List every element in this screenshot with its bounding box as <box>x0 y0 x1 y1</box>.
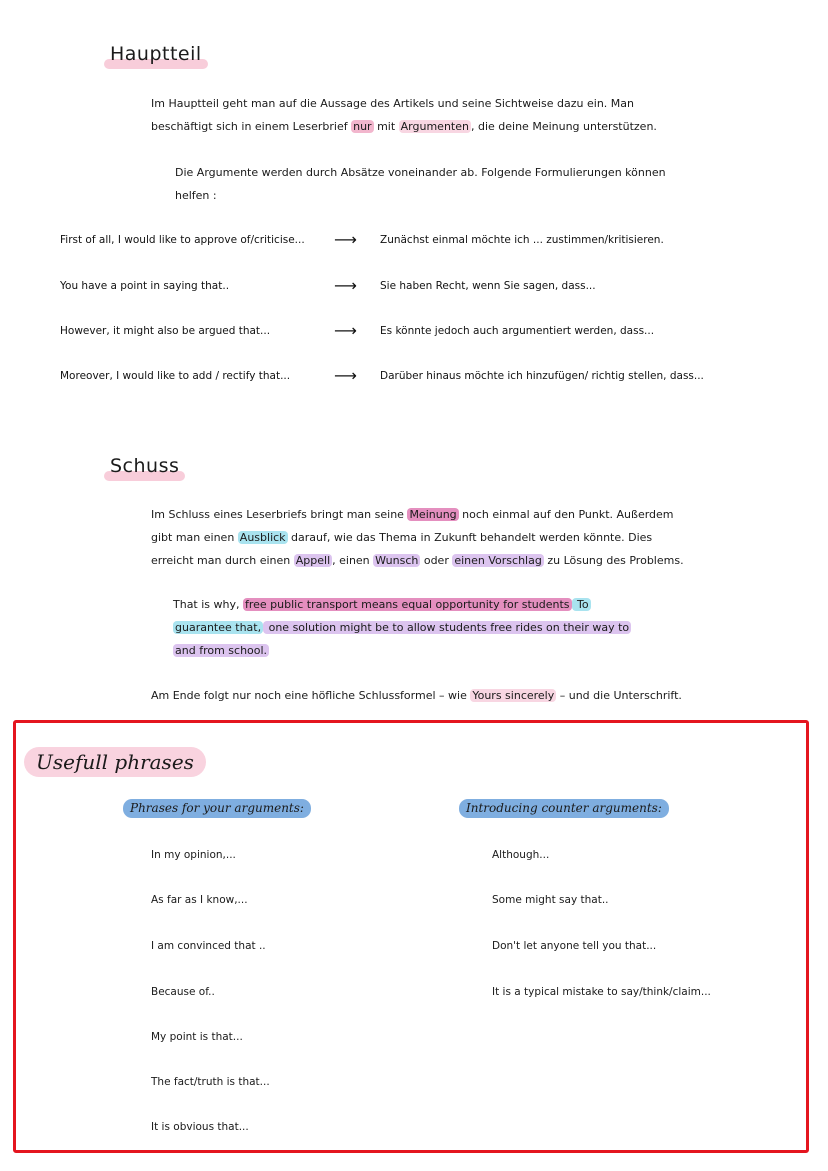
left-phrase: Because of.. <box>151 986 215 998</box>
schuss-text: zu Lösung des Problems. <box>543 554 684 567</box>
right-phrase: It is a typical mistake to say/think/claim... <box>492 986 711 998</box>
highlight-example-1: free public transport means equal opportunity for students <box>245 598 570 611</box>
arrow-icon: ⟶ <box>334 230 357 249</box>
hauptteil-text: Die Argumente werden durch Absätze voneinander ab. Folgende Formulierungen können <box>175 166 666 179</box>
phrase-row <box>60 276 760 304</box>
left-phrase: As far as I know,... <box>151 894 248 906</box>
schuss-text: , einen <box>332 554 374 567</box>
right-phrase: Some might say that.. <box>492 894 609 906</box>
arrow-icon: ⟶ <box>334 276 357 295</box>
example-text: That is why, <box>173 598 243 611</box>
hauptteil-text: beschäftigt sich in einem Leserbrief <box>151 120 352 133</box>
closing-text: Am Ende folgt nur noch eine höfliche Schlussformel – wie <box>151 689 471 702</box>
schuss-closing <box>151 684 711 707</box>
highlight-example-3: one solution might be to allow students free rides on their way to <box>265 621 630 634</box>
left-phrase: I am convinced that .. <box>151 940 266 952</box>
hauptteil-text: , die deine Meinung unterstützen. <box>470 120 657 133</box>
highlight-example-2: guarantee that, <box>175 621 262 634</box>
highlight-example-2: To <box>573 598 589 611</box>
closing-text: – und die Unterschrift. <box>556 689 682 702</box>
highlight-example-3: and from school. <box>175 644 268 657</box>
phrase-row <box>60 321 760 349</box>
left-phrase: The fact/truth is that... <box>151 1076 270 1088</box>
phrase-english: First of all, I would like to approve of/criticise... <box>60 234 305 246</box>
right-phrase: Although... <box>492 849 550 861</box>
arrow-icon: ⟶ <box>334 321 357 340</box>
useful-phrases-frame <box>13 720 809 1153</box>
phrase-row <box>60 230 760 258</box>
left-phrase: My point is that... <box>151 1031 243 1043</box>
schuss-example <box>173 593 653 662</box>
hauptteil-text: Im Hauptteil geht man auf die Aussage des Artikels und seine Sichtweise dazu ein. Man <box>151 97 634 110</box>
highlight-ausblick: Ausblick <box>239 531 286 544</box>
hauptteil-heading: Hauptteil <box>104 42 208 66</box>
phrase-german: Es könnte jedoch auch argumentiert werden, dass... <box>380 325 655 337</box>
schuss-text: gibt man einen <box>151 531 238 544</box>
highlight-appell: Appell <box>295 554 331 567</box>
highlight-yours-sincerely: Yours sincerely <box>472 689 555 702</box>
phrase-english: You have a point in saying that.. <box>60 280 230 292</box>
phrase-row <box>60 366 760 394</box>
hauptteil-paragraph-2 <box>175 161 675 207</box>
highlight-nur: nur <box>353 120 372 133</box>
schuss-text: noch einmal auf den Punkt. Außerdem <box>458 508 674 521</box>
schuss-text: erreicht man durch einen <box>151 554 294 567</box>
left-column-heading: Phrases for your arguments: <box>123 799 311 818</box>
highlight-meinung: Meinung <box>409 508 457 521</box>
useful-phrases-heading: Usefull phrases <box>24 747 206 777</box>
highlight-vorschlag: einen Vorschlag <box>454 554 542 567</box>
schuss-paragraph <box>151 503 691 572</box>
schuss-text: darauf, wie das Thema in Zukunft behandelt werden könnte. Dies <box>287 531 653 544</box>
phrase-german: Sie haben Recht, wenn Sie sagen, dass... <box>380 280 596 292</box>
arrow-icon: ⟶ <box>334 366 357 385</box>
phrase-english: However, it might also be argued that... <box>60 325 271 337</box>
hauptteil-text: helfen : <box>175 189 217 202</box>
hauptteil-text: mit <box>373 120 399 133</box>
right-phrase: Don't let anyone tell you that... <box>492 940 657 952</box>
phrase-german: Zunächst einmal möchte ich ... zustimmen/kritisieren. <box>380 234 664 246</box>
phrase-english: Moreover, I would like to add / rectify that... <box>60 370 291 382</box>
schuss-heading: Schuss <box>104 454 185 478</box>
schuss-text: oder <box>420 554 453 567</box>
left-phrase: In my opinion,... <box>151 849 236 861</box>
highlight-wunsch: Wunsch <box>375 554 419 567</box>
right-column-heading: Introducing counter arguments: <box>459 799 669 818</box>
left-phrase: It is obvious that... <box>151 1121 249 1133</box>
highlight-argumenten: Argumenten <box>400 120 469 133</box>
phrase-german: Darüber hinaus möchte ich hinzufügen/ richtig stellen, dass... <box>380 370 704 382</box>
schuss-text: Im Schluss eines Leserbriefs bringt man seine <box>151 508 408 521</box>
hauptteil-paragraph <box>151 92 671 138</box>
